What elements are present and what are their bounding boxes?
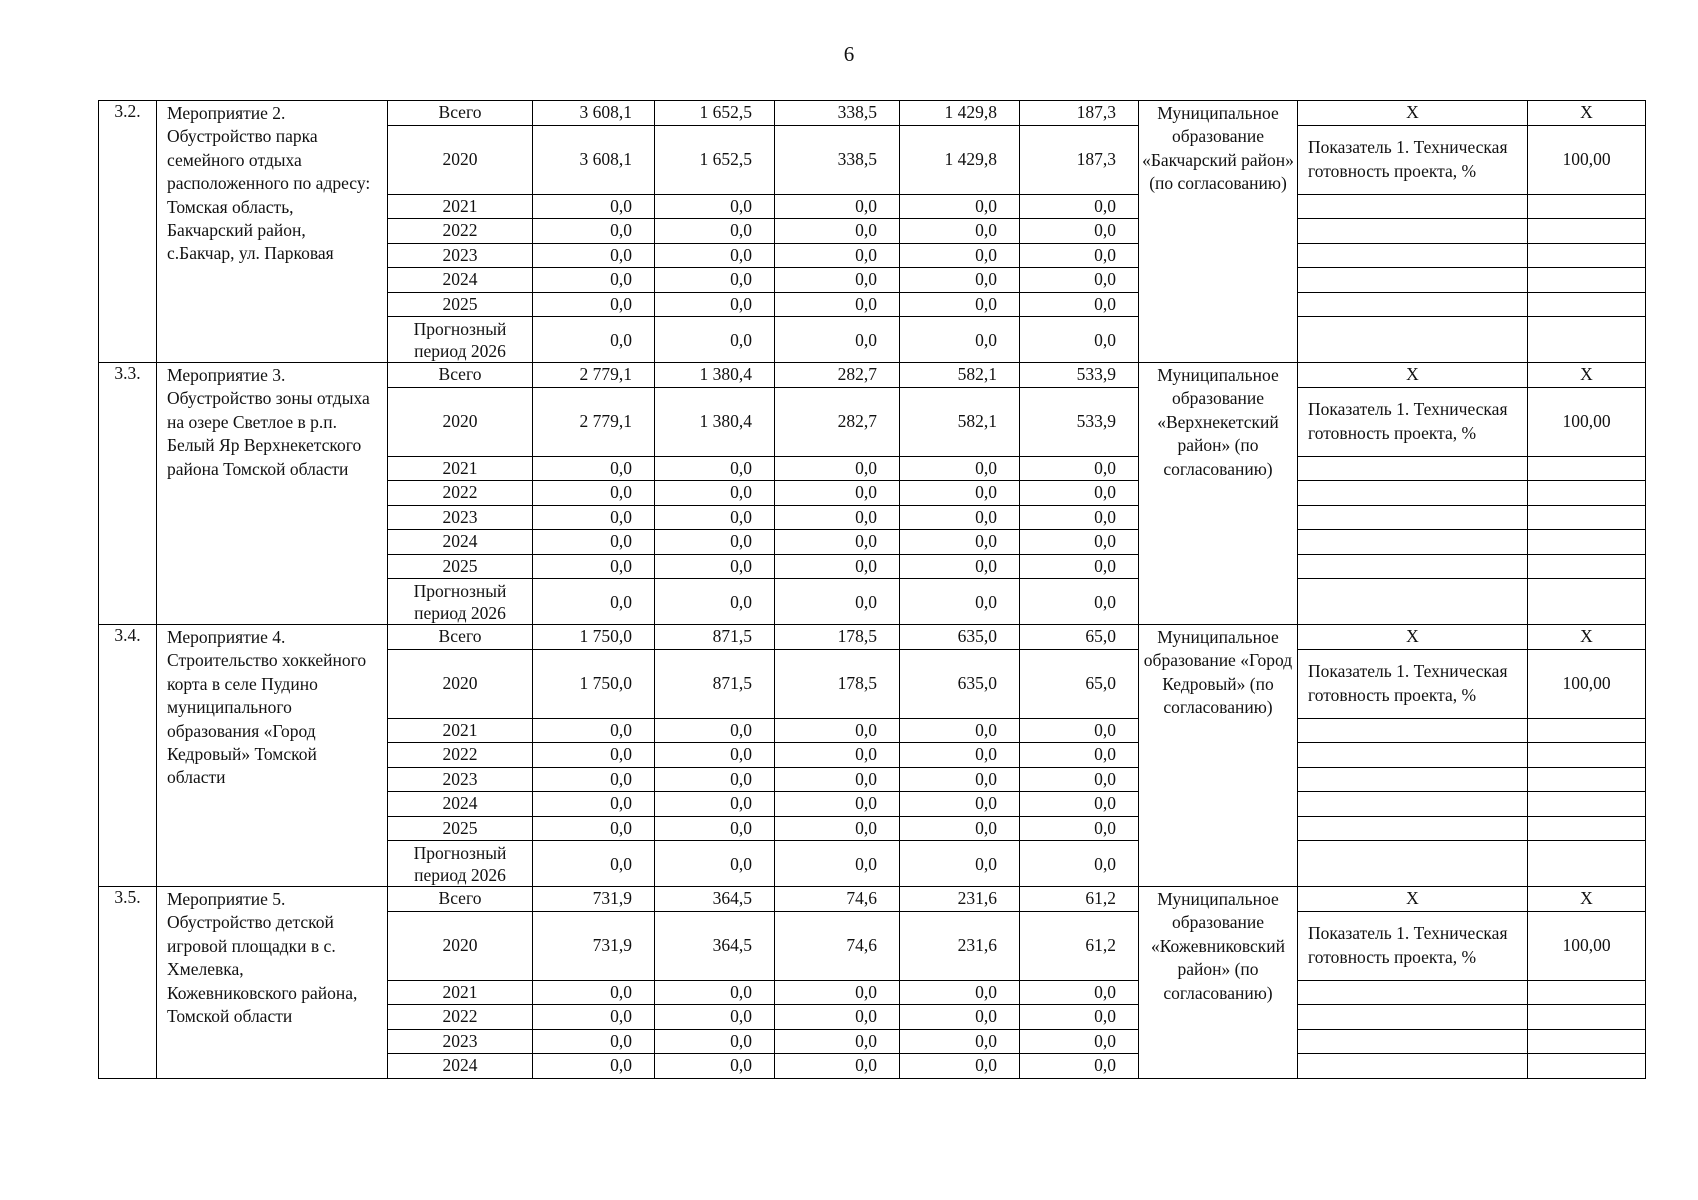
amount-cell: 65,0 [1020,649,1139,718]
indicator-value-empty-cell [1528,841,1646,887]
amount-cell: 0,0 [1020,219,1139,244]
indicator-empty-cell [1298,1005,1528,1030]
period-label: 2024 [388,530,533,555]
executor-cell: Муниципальное образование «Верхнекетский район» (по согласованию) [1139,363,1298,625]
indicator-empty-cell [1298,792,1528,817]
amount-cell: 731,9 [533,887,655,912]
period-label: 2023 [388,1029,533,1054]
amount-cell: 0,0 [655,530,775,555]
indicator-empty-cell [1298,194,1528,219]
amount-cell: 582,1 [900,363,1020,388]
period-label: Прогнозный период 2026 [388,841,533,887]
amount-cell: 0,0 [775,1054,900,1079]
amount-cell: 0,0 [1020,718,1139,743]
amount-cell: 731,9 [533,911,655,980]
indicator-x-cell: X [1298,625,1528,650]
indicator-value-empty-cell [1528,816,1646,841]
amount-cell: 0,0 [900,317,1020,363]
indicator-value-empty-cell [1528,268,1646,293]
amount-cell: 364,5 [655,911,775,980]
amount-cell: 0,0 [533,530,655,555]
amount-cell: 582,1 [900,387,1020,456]
period-label: 2022 [388,219,533,244]
amount-cell: 178,5 [775,649,900,718]
amount-cell: 635,0 [900,649,1020,718]
indicator-value-empty-cell [1528,292,1646,317]
amount-cell: 0,0 [533,554,655,579]
amount-cell: 61,2 [1020,911,1139,980]
amount-cell: 0,0 [533,194,655,219]
amount-cell: 0,0 [533,841,655,887]
period-label: 2024 [388,268,533,293]
indicator-value-empty-cell [1528,317,1646,363]
amount-cell: 0,0 [1020,456,1139,481]
amount-cell: 0,0 [775,481,900,506]
indicator-value-cell: 100,00 [1528,387,1646,456]
amount-cell: 0,0 [775,718,900,743]
item-title: Мероприятие 2. Обустройство парка семейного отдыха расположенного по адресу: Томская область, Бакчарский район, с.Бакчар, ул. Парковая [157,101,388,363]
indicator-cell: Показатель 1. Техническая готовность проекта, % [1298,649,1528,718]
amount-cell: 0,0 [655,268,775,293]
item-title: Мероприятие 5. Обустройство детской игровой площадки в с. Хмелевка, Кожевниковского района, Томской области [157,887,388,1079]
amount-cell: 0,0 [900,505,1020,530]
period-label: Всего [388,363,533,388]
indicator-value-empty-cell [1528,530,1646,555]
indicator-empty-cell [1298,456,1528,481]
period-label: 2021 [388,456,533,481]
amount-cell: 0,0 [655,980,775,1005]
indicator-empty-cell [1298,317,1528,363]
item-number: 3.4. [99,625,157,887]
indicator-value-empty-cell [1528,243,1646,268]
amount-cell: 0,0 [1020,505,1139,530]
indicator-value-empty-cell [1528,743,1646,768]
amount-cell: 1 429,8 [900,101,1020,126]
amount-cell: 0,0 [655,481,775,506]
amount-cell: 2 779,1 [533,387,655,456]
amount-cell: 0,0 [1020,530,1139,555]
period-label: Прогнозный период 2026 [388,317,533,363]
amount-cell: 0,0 [533,1005,655,1030]
amount-cell: 0,0 [1020,292,1139,317]
amount-cell: 0,0 [775,268,900,293]
executor-cell: Муниципальное образование «Город Кедровый» (по согласованию) [1139,625,1298,887]
amount-cell: 0,0 [655,1054,775,1079]
amount-cell: 0,0 [775,579,900,625]
indicator-empty-cell [1298,718,1528,743]
amount-cell: 533,9 [1020,387,1139,456]
amount-cell: 0,0 [775,505,900,530]
indicator-value-cell: 100,00 [1528,125,1646,194]
table-row [99,625,1646,650]
indicator-value-empty-cell [1528,718,1646,743]
amount-cell: 0,0 [900,980,1020,1005]
amount-cell: 1 750,0 [533,625,655,650]
indicator-x-cell: X [1298,363,1528,388]
amount-cell: 0,0 [900,718,1020,743]
amount-cell: 0,0 [1020,268,1139,293]
indicator-empty-cell [1298,579,1528,625]
amount-cell: 0,0 [533,219,655,244]
amount-cell: 187,3 [1020,101,1139,126]
indicator-value-x-cell: X [1528,625,1646,650]
amount-cell: 0,0 [533,1029,655,1054]
indicator-x-cell: X [1298,101,1528,126]
amount-cell: 0,0 [900,268,1020,293]
amount-cell: 1 652,5 [655,101,775,126]
executor-cell: Муниципальное образование «Кожевниковский район» (по согласованию) [1139,887,1298,1079]
amount-cell: 0,0 [775,816,900,841]
indicator-cell: Показатель 1. Техническая готовность проекта, % [1298,387,1528,456]
amount-cell: 0,0 [900,841,1020,887]
period-label: Всего [388,101,533,126]
amount-cell: 0,0 [775,554,900,579]
indicator-cell: Показатель 1. Техническая готовность проекта, % [1298,125,1528,194]
indicator-value-empty-cell [1528,792,1646,817]
amount-cell: 187,3 [1020,125,1139,194]
period-label: 2021 [388,718,533,743]
indicator-empty-cell [1298,292,1528,317]
indicator-value-empty-cell [1528,505,1646,530]
indicator-value-x-cell: X [1528,363,1646,388]
amount-cell: 0,0 [655,841,775,887]
period-label: 2022 [388,1005,533,1030]
amount-cell: 0,0 [900,292,1020,317]
amount-cell: 0,0 [775,317,900,363]
amount-cell: 231,6 [900,911,1020,980]
period-label: 2022 [388,481,533,506]
indicator-empty-cell [1298,481,1528,506]
period-label: 2023 [388,767,533,792]
amount-cell: 0,0 [900,530,1020,555]
amount-cell: 0,0 [1020,1054,1139,1079]
amount-cell: 0,0 [533,743,655,768]
amount-cell: 0,0 [775,743,900,768]
amount-cell: 871,5 [655,625,775,650]
amount-cell: 0,0 [1020,481,1139,506]
item-title: Мероприятие 4. Строительство хоккейного корта в селе Пудино муниципального образования «Город Кедровый» Томской области [157,625,388,887]
period-label: Всего [388,887,533,912]
amount-cell: 0,0 [1020,743,1139,768]
amount-cell: 533,9 [1020,363,1139,388]
amount-cell: 282,7 [775,363,900,388]
amount-cell: 0,0 [655,505,775,530]
amount-cell: 0,0 [900,456,1020,481]
amount-cell: 0,0 [775,767,900,792]
amount-cell: 3 608,1 [533,101,655,126]
indicator-empty-cell [1298,268,1528,293]
period-label: 2025 [388,292,533,317]
indicator-value-empty-cell [1528,767,1646,792]
amount-cell: 0,0 [655,554,775,579]
table-row [99,101,1646,126]
program-table [98,100,1646,1079]
amount-cell: 2 779,1 [533,363,655,388]
amount-cell: 0,0 [533,292,655,317]
item-number: 3.2. [99,101,157,363]
amount-cell: 0,0 [1020,841,1139,887]
amount-cell: 0,0 [533,1054,655,1079]
amount-cell: 0,0 [655,1029,775,1054]
amount-cell: 1 652,5 [655,125,775,194]
indicator-empty-cell [1298,767,1528,792]
amount-cell: 338,5 [775,125,900,194]
amount-cell: 0,0 [775,292,900,317]
period-label: 2020 [388,125,533,194]
indicator-empty-cell [1298,1054,1528,1079]
indicator-empty-cell [1298,530,1528,555]
amount-cell: 65,0 [1020,625,1139,650]
amount-cell: 0,0 [900,1054,1020,1079]
amount-cell: 0,0 [1020,767,1139,792]
amount-cell: 0,0 [1020,792,1139,817]
amount-cell: 0,0 [655,743,775,768]
amount-cell: 0,0 [533,505,655,530]
amount-cell: 74,6 [775,887,900,912]
item-title: Мероприятие 3. Обустройство зоны отдыха на озере Светлое в р.п. Белый Яр Верхнекетского района Томской области [157,363,388,625]
amount-cell: 0,0 [1020,1029,1139,1054]
amount-cell: 0,0 [900,243,1020,268]
amount-cell: 0,0 [900,554,1020,579]
indicator-value-empty-cell [1528,554,1646,579]
indicator-value-empty-cell [1528,579,1646,625]
amount-cell: 0,0 [1020,317,1139,363]
indicator-value-empty-cell [1528,1005,1646,1030]
period-label: 2025 [388,816,533,841]
item-number: 3.3. [99,363,157,625]
indicator-value-x-cell: X [1528,101,1646,126]
indicator-value-empty-cell [1528,1029,1646,1054]
amount-cell: 74,6 [775,911,900,980]
amount-cell: 0,0 [533,579,655,625]
amount-cell: 0,0 [1020,816,1139,841]
indicator-cell: Показатель 1. Техническая готовность проекта, % [1298,911,1528,980]
period-label: 2024 [388,1054,533,1079]
amount-cell: 0,0 [533,456,655,481]
amount-cell: 0,0 [775,219,900,244]
period-label: 2020 [388,649,533,718]
amount-cell: 0,0 [533,980,655,1005]
amount-cell: 0,0 [655,1005,775,1030]
indicator-empty-cell [1298,816,1528,841]
amount-cell: 0,0 [1020,980,1139,1005]
amount-cell: 0,0 [533,792,655,817]
amount-cell: 0,0 [655,194,775,219]
period-label: 2022 [388,743,533,768]
period-label: 2023 [388,505,533,530]
amount-cell: 0,0 [655,767,775,792]
amount-cell: 0,0 [533,767,655,792]
amount-cell: 0,0 [900,579,1020,625]
period-label: 2024 [388,792,533,817]
amount-cell: 0,0 [655,243,775,268]
period-label: Всего [388,625,533,650]
period-label: 2020 [388,911,533,980]
period-label: 2023 [388,243,533,268]
indicator-value-empty-cell [1528,980,1646,1005]
indicator-x-cell: X [1298,887,1528,912]
amount-cell: 0,0 [900,816,1020,841]
indicator-value-cell: 100,00 [1528,911,1646,980]
amount-cell: 0,0 [900,219,1020,244]
table-row [99,887,1646,912]
amount-cell: 0,0 [900,767,1020,792]
amount-cell: 0,0 [1020,579,1139,625]
indicator-value-empty-cell [1528,1054,1646,1079]
amount-cell: 0,0 [533,317,655,363]
amount-cell: 61,2 [1020,887,1139,912]
amount-cell: 0,0 [655,792,775,817]
amount-cell: 0,0 [533,481,655,506]
indicator-empty-cell [1298,219,1528,244]
indicator-empty-cell [1298,1029,1528,1054]
amount-cell: 1 750,0 [533,649,655,718]
indicator-empty-cell [1298,243,1528,268]
amount-cell: 0,0 [1020,243,1139,268]
amount-cell: 0,0 [775,1029,900,1054]
table-row [99,363,1646,388]
amount-cell: 0,0 [533,268,655,293]
indicator-empty-cell [1298,980,1528,1005]
indicator-value-empty-cell [1528,481,1646,506]
amount-cell: 0,0 [655,579,775,625]
period-label: Прогнозный период 2026 [388,579,533,625]
page-number: 6 [843,42,855,66]
amount-cell: 0,0 [533,816,655,841]
amount-cell: 0,0 [655,292,775,317]
amount-cell: 0,0 [655,219,775,244]
amount-cell: 0,0 [900,1005,1020,1030]
amount-cell: 0,0 [655,718,775,743]
amount-cell: 0,0 [533,718,655,743]
amount-cell: 0,0 [775,530,900,555]
amount-cell: 364,5 [655,887,775,912]
period-label: 2021 [388,980,533,1005]
amount-cell: 0,0 [900,792,1020,817]
indicator-value-empty-cell [1528,456,1646,481]
amount-cell: 0,0 [1020,194,1139,219]
amount-cell: 0,0 [533,243,655,268]
amount-cell: 0,0 [775,841,900,887]
amount-cell: 0,0 [775,194,900,219]
amount-cell: 0,0 [900,743,1020,768]
indicator-value-cell: 100,00 [1528,649,1646,718]
amount-cell: 0,0 [900,481,1020,506]
indicator-value-x-cell: X [1528,887,1646,912]
amount-cell: 178,5 [775,625,900,650]
amount-cell: 1 429,8 [900,125,1020,194]
amount-cell: 0,0 [775,792,900,817]
indicator-empty-cell [1298,743,1528,768]
indicator-value-empty-cell [1528,219,1646,244]
amount-cell: 0,0 [900,194,1020,219]
amount-cell: 1 380,4 [655,387,775,456]
amount-cell: 0,0 [655,816,775,841]
executor-cell: Муниципальное образование «Бакчарский район» (по согласованию) [1139,101,1298,363]
period-label: 2021 [388,194,533,219]
indicator-empty-cell [1298,841,1528,887]
amount-cell: 231,6 [900,887,1020,912]
amount-cell: 0,0 [775,456,900,481]
amount-cell: 1 380,4 [655,363,775,388]
indicator-empty-cell [1298,505,1528,530]
amount-cell: 635,0 [900,625,1020,650]
indicator-empty-cell [1298,554,1528,579]
amount-cell: 0,0 [1020,1005,1139,1030]
amount-cell: 338,5 [775,101,900,126]
amount-cell: 3 608,1 [533,125,655,194]
amount-cell: 0,0 [900,1029,1020,1054]
period-label: 2020 [388,387,533,456]
amount-cell: 0,0 [1020,554,1139,579]
amount-cell: 282,7 [775,387,900,456]
amount-cell: 0,0 [775,1005,900,1030]
amount-cell: 0,0 [655,456,775,481]
amount-cell: 0,0 [775,980,900,1005]
amount-cell: 0,0 [775,243,900,268]
item-number: 3.5. [99,887,157,1079]
period-label: 2025 [388,554,533,579]
indicator-value-empty-cell [1528,194,1646,219]
amount-cell: 0,0 [655,317,775,363]
amount-cell: 871,5 [655,649,775,718]
